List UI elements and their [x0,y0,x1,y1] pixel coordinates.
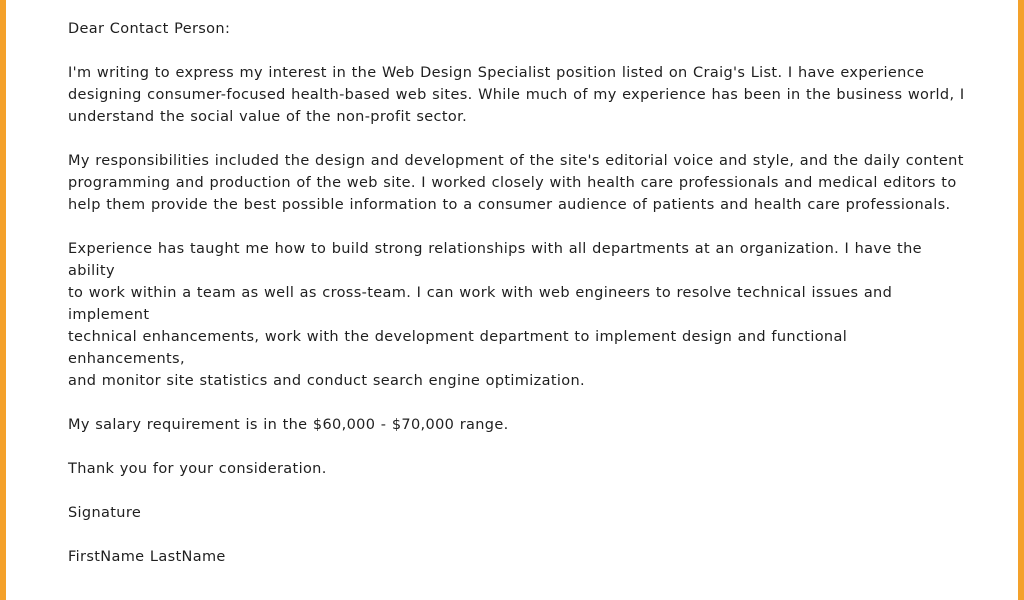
signature-label: Signature [68,505,142,521]
cover-letter [68,18,968,590]
left-orange-border [0,0,6,600]
paragraph-salary: My salary requirement is in the $60,000 - $70,000 range. [68,417,509,433]
right-orange-border [1018,0,1024,600]
paragraph-interest: I'm writing to express my interest in the Web Design Specialist position listed on Craig's List. I have experience designing consumer-focused health-based web sites. While much of my experience has been in the business world, I understand the social value of the non-profit sector. [68,65,965,125]
paragraph-experience: Experience has taught me how to build strong relationships with all departments at an organization. I have the ability to work within a team as well as cross-team. I can work with web engineers to resolve technical issues and implement technical enhancements, work with the development department to implement design and functional enhancements, and monitor site statistics and conduct search engine optimization. [68,241,922,389]
paragraph-responsibilities: My responsibilities included the design and development of the site's editorial voice and style, and the daily content programming and production of the web site. I worked closely with health care professionals and medical editors to help them provide the best possible information to a consumer audience of patients and health care professionals. [68,153,964,213]
sender-name: FirstName LastName [68,549,226,565]
paragraph-thanks: Thank you for your consideration. [68,461,327,477]
salutation: Dear Contact Person: [68,21,231,37]
